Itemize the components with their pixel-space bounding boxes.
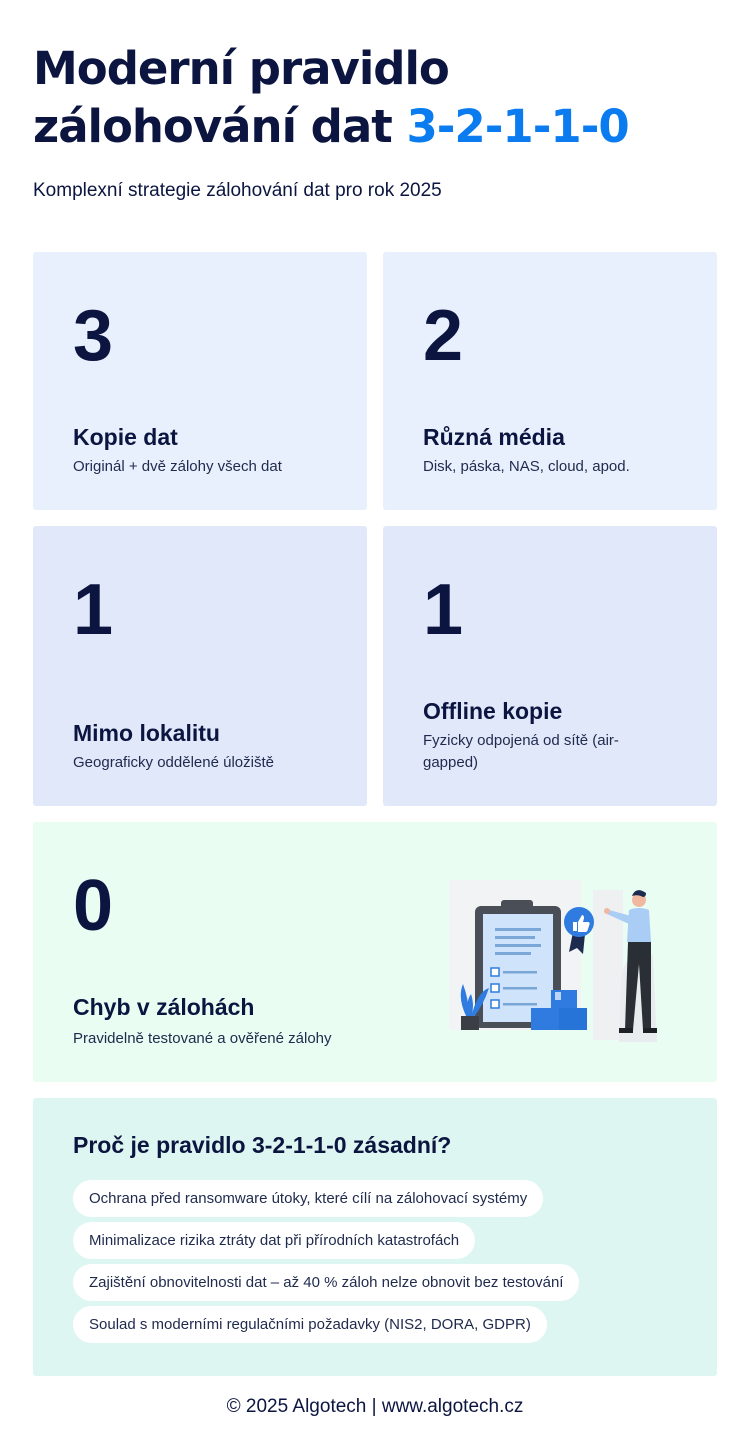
title-line-1: Moderní pravidlo <box>33 42 449 95</box>
person-hand <box>604 908 610 914</box>
clipboard-line <box>495 952 531 955</box>
card-offsite <box>33 526 367 806</box>
person-shoe <box>619 1028 633 1033</box>
why-section <box>33 1098 717 1376</box>
checkbox-icon <box>491 968 499 976</box>
page-subtitle: Komplexní strategie zálohování dat pro rok 2025 <box>33 180 442 201</box>
why-item: Zajištění obnovitelnosti dat – až 40 % záloh nelze obnovit bez testování <box>73 1264 579 1301</box>
clipboard-line <box>503 987 537 990</box>
title-accent: 3-2-1-1-0 <box>406 100 629 153</box>
why-item: Soulad s moderními regulačními požadavky (NIS2, DORA, GDPR) <box>73 1306 547 1343</box>
footer: © 2025 Algotech | www.algotech.cz <box>226 1396 524 1417</box>
clipboard-line <box>503 971 537 974</box>
box-icon <box>531 1008 559 1030</box>
box-icon <box>559 1008 587 1030</box>
clipboard-line <box>495 936 535 939</box>
card-title: Kopie dat <box>73 424 178 450</box>
card-title: Různá média <box>423 424 565 450</box>
card-number: 1 <box>73 570 114 650</box>
card-number: 3 <box>73 296 114 376</box>
card-title: Chyb v zálohách <box>73 994 255 1020</box>
card-copies <box>33 252 367 510</box>
card-number: 1 <box>423 570 464 650</box>
checklist-approval-illustration <box>443 866 683 1056</box>
why-list <box>73 1180 579 1348</box>
card-number: 0 <box>73 866 114 946</box>
why-item: Minimalizace rizika ztráty dat při přírodních katastrofách <box>73 1222 475 1259</box>
card-description: Disk, páska, NAS, cloud, apod. <box>423 458 630 475</box>
title-line-2: zálohování dat <box>33 100 407 153</box>
why-title: Proč je pravidlo 3-2-1-1-0 zásadní? <box>73 1132 452 1158</box>
clipboard-line <box>495 944 541 947</box>
card-description: Originál + dvě zálohy všech dat <box>73 458 282 475</box>
card-description: Pravidelně testované a ověřené zálohy <box>73 1030 332 1047</box>
card-media <box>383 252 717 510</box>
checkbox-icon <box>491 1000 499 1008</box>
clipboard-line <box>503 1003 537 1006</box>
box-label <box>555 992 561 1000</box>
card-zero-errors <box>33 822 717 1082</box>
card-description: Geograficky oddělené úložiště <box>73 754 274 771</box>
card-title: Offline kopie <box>423 698 563 724</box>
card-offline <box>383 526 717 806</box>
clipboard-line <box>495 928 541 931</box>
card-description: Fyzicky odpojená od sítě (air-gapped) <box>423 732 619 771</box>
card-number: 2 <box>423 296 464 376</box>
plant-pot <box>461 1016 479 1030</box>
person-shirt <box>627 908 651 942</box>
header <box>33 40 723 202</box>
checkbox-icon <box>491 984 499 992</box>
card-title: Mimo lokalitu <box>73 720 220 746</box>
page-title <box>33 40 723 156</box>
why-item: Ochrana před ransomware útoky, které cílí na zálohovací systémy <box>73 1180 543 1217</box>
clipboard-clip <box>501 900 533 912</box>
person-shoe <box>643 1028 657 1033</box>
